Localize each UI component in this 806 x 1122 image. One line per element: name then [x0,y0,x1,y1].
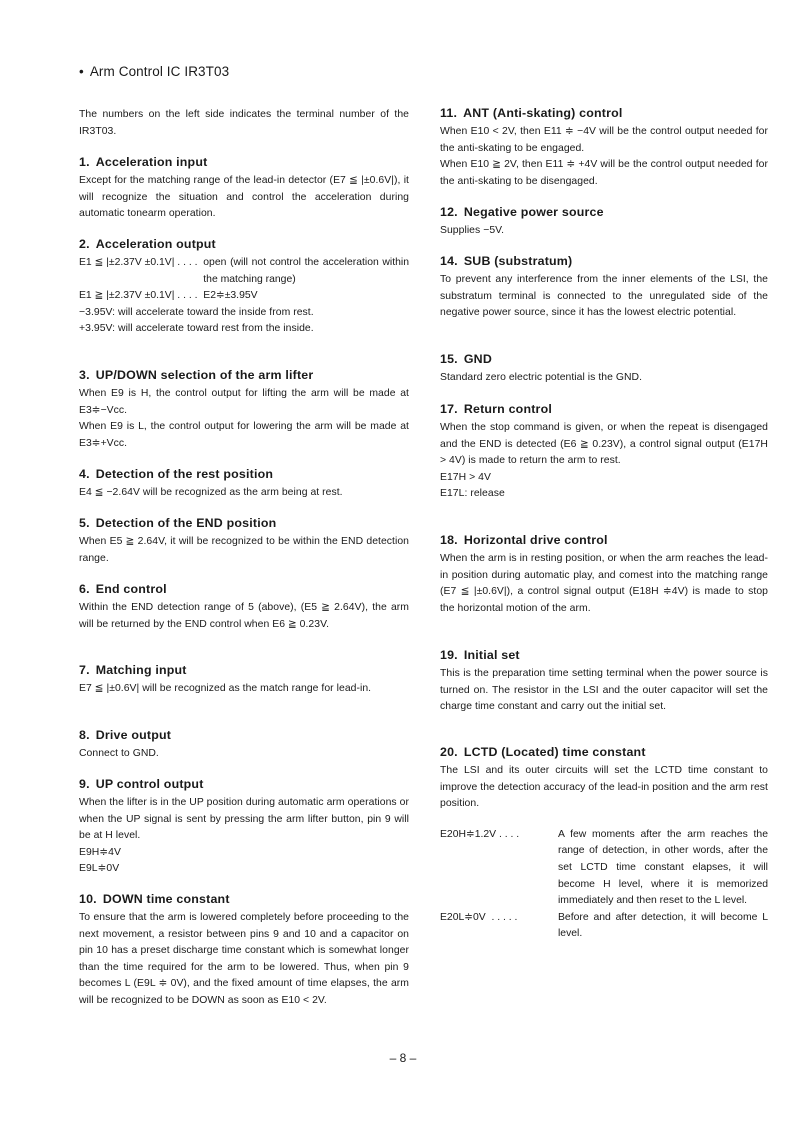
section-body: When the lifter is in the UP position during automatic arm operations or when the UP signal is sent by pressing the arm lifter button, pin 9 will be at H level. [79,797,409,842]
section-14 [440,253,768,322]
section-body: E7 ≦ |±0.6V| will be recognized as the match range for lead-in. [79,683,372,694]
section-5 [79,515,409,567]
section-line: E17L: release [440,488,505,500]
section-title: Return control [463,402,552,416]
section-9 [79,776,409,878]
intro-text: The numbers on the left side indicates the terminal number of the IR3T03. [79,109,409,137]
section-18 [440,532,768,617]
section-number: 12. [440,205,458,219]
section-body: To ensure that the arm is lowered completely before proceeding to the next movement, a resistor between pins 9 and 10 and a capacitor on pin 10 has a preset discharge time constant which is somewhat longer than the time required for the arm to be lowered. Thus, when pin 9 becomes L (E9L ≑ 0V), and the fixed amount of time elapses, the arm will be recognized to be DOWN as soon as E10 < 2V. [79,912,409,1006]
section-title: SUB (substratum) [463,254,573,268]
section-10 [79,891,409,1010]
section-heading [440,744,768,761]
section-heading [440,532,768,549]
section-number: 11. [440,106,458,120]
section-title: Negative power source [463,205,604,219]
section-heading [440,204,768,221]
section-12 [440,204,768,240]
section-body: Supplies −5V. [440,225,505,236]
spec-key: E20H≑1.2V . . . . [440,828,520,840]
section-body: When E9 is H, the control output for lifting the arm will be made at E3≑−Vcc. [79,388,409,416]
section-title: LCTD (Located) time constant [463,745,646,759]
section-body: When E5 ≧ 2.64V, it will be recognized to be within the END detection range. [79,536,409,564]
section-11 [440,105,768,190]
section-line: E9H≑4V [79,846,121,858]
section-body: When E9 is L, the control output for lowering the arm will be made at E3≑+Vcc. [79,421,409,449]
section-body: The LSI and its outer circuits will set the LCTD time constant to improve the detection accuracy of the lead-in position and the arm rest position. [440,765,768,810]
section-line: E17H > 4V [440,471,491,483]
section-title: Acceleration input [95,155,208,169]
section-4 [79,466,409,502]
section-line: E9L≑0V [79,863,120,875]
section-7 [79,662,409,698]
section-body: This is the preparation time setting terminal when the power source is turned on. The resistor in the LSI and the outer capacitor will set the charge time constant and carry out the initial set. [440,668,768,713]
section-body: When E10 ≧ 2V, then E11 ≑ +4V will be the control output needed for the anti-skating to be disengaged. [440,159,768,187]
section-number: 2. [79,237,90,251]
section-number: 4. [79,467,90,481]
section-body: E4 ≦ −2.64V will be recognized as the arm being at rest. [79,487,343,498]
page-title [79,64,229,79]
section-number: 20. [440,745,458,759]
section-heading [440,253,768,270]
spec-row [79,288,409,305]
section-heading [79,581,409,598]
section-title: Acceleration output [95,237,216,251]
spec-row [79,255,409,288]
section-title: Initial set [463,648,520,662]
section-heading [440,401,768,418]
section-number: 7. [79,663,90,677]
section-body: Except for the matching range of the lead-in detector (E7 ≦ |±0.6V|), it will recognize the situation and control the acceleration during automatic tonearm operation. [79,175,409,220]
page-title-text: Arm Control IC IR3T03 [89,64,230,79]
section-body: To prevent any interference from the inner elements of the LSI, the substratum terminal is connected to the unregulated side of the negative power source, since it has the lowest electric potential. [440,274,768,319]
section-body: Within the END detection range of 5 (above), (E5 ≧ 2.64V), the arm will be returned by the END control when E6 ≧ 0.23V. [79,602,409,630]
section-number: 5. [79,516,90,530]
section-body: When the arm is in resting position, or when the arm reaches the lead-in position during automatic play, and comest into the matching range (E7 ≦ |±0.6V|), a control signal output (E18H ≑4V) is made to stop the horizontal motion of the arm. [440,553,768,614]
spec-item [440,827,768,910]
spec-value: E2≑±3.95V [203,290,258,302]
section-number: 9. [79,777,90,791]
section-number: 1. [79,155,90,169]
section-heading [79,154,409,171]
section-number: 8. [79,728,90,742]
section-15 [440,351,768,387]
section-3 [79,367,409,452]
section-body: Standard zero electric potential is the GND. [440,372,643,383]
section-heading [79,727,409,744]
section-heading [79,367,409,384]
section-heading [440,351,768,368]
spec-key: E1 ≦ |±2.37V ±0.1V| . . . . [79,257,204,268]
section-body: Connect to GND. [79,748,159,759]
section-17 [440,401,768,503]
section-heading [79,891,409,908]
spec-item [440,910,768,943]
section-number: 10. [79,892,97,906]
section-1 [79,154,409,223]
section-heading [79,515,409,532]
intro-block [79,107,409,140]
section-number: 14. [440,254,458,268]
section-title: Horizontal drive control [463,533,608,547]
section-heading [79,776,409,793]
section-heading [440,647,768,664]
section-body: When the stop command is given, or when the repeat is disengaged and the END is detected (E6 ≧ 0.23V), a control signal output (E17H > 4V) is made to return the arm to rest. [440,422,768,467]
spacer [440,813,768,827]
section-title: UP/DOWN selection of the arm lifter [95,368,314,382]
bullet-icon: • [79,64,84,79]
section-19 [440,647,768,716]
section-number: 6. [79,582,90,596]
spec-value: A few moments after the arm reaches the range of detection, in other words, after the set LCTD time constant elapses, it will become H level, where it is memorized immediately and then reset to the L level. [558,828,768,907]
section-6 [79,581,409,633]
section-title: Detection of the END position [95,516,277,530]
section-number: 19. [440,648,458,662]
section-heading [79,662,409,679]
spec-value: Before and after detection, it will become L level. [558,911,768,940]
section-title: DOWN time constant [102,892,230,906]
section-title: Detection of the rest position [95,467,274,481]
section-title: UP control output [95,777,204,791]
section-20 [440,744,768,943]
section-2 [79,236,409,338]
section-heading [79,466,409,483]
section-number: 3. [79,368,90,382]
section-title: ANT (Anti-skating) control [463,106,623,120]
section-line: +3.95V: will accelerate toward rest from the inside. [79,323,314,335]
section-title: End control [95,582,167,596]
section-number: 18. [440,533,458,547]
spec-value: open (will not control the acceleration within the matching range) [203,257,409,285]
page-number: – 8 – [389,1051,417,1065]
section-heading [440,105,768,122]
section-body: When E10 < 2V, then E11 ≑ −4V will be the control output needed for the anti-skating to be engaged. [440,126,768,154]
section-number: 15. [440,352,458,366]
spec-key: E1 ≧ |±2.37V ±0.1V| . . . . [79,290,204,302]
section-heading [79,236,409,253]
section-title: GND [463,352,492,366]
section-title: Drive output [95,728,172,742]
section-line: −3.95V: will accelerate toward the inside from rest. [79,306,314,318]
section-number: 17. [440,402,458,416]
section-8 [79,727,409,763]
section-title: Matching input [95,663,187,677]
spec-key: E20L≑0V . . . . . [440,911,518,923]
